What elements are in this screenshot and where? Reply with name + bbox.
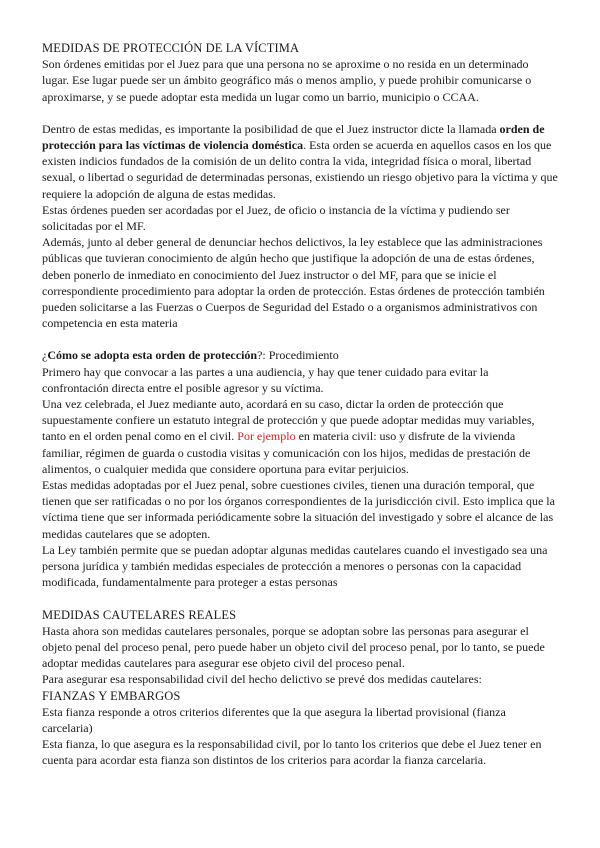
text-run: Una vez celebrada, el Juez mediante auto, acordará en su caso, dictar la orden de protección que supuestamente confiere un estatuto integral de protección y que puede adoptar medidas muy variables, tanto en el orden penal como en el civil. <box>42 397 535 444</box>
paragraph-two-measures: Para asegurar esa responsabilidad civil del hecho delictivo se prevé dos medidas cautelares: <box>42 672 482 687</box>
text-run: . Esta orden se acuerda en aquellos casos en los que existen indicios fundados de la comisión de un delito contra la vida, integridad física o moral, libertad sexual, o libertad o seguridad de determinadas personas, existiendo un riesgo objetivo para la víctima y que requiere la adopción de alguna de estas medidas. <box>42 138 558 201</box>
paragraph-gap <box>42 105 558 121</box>
paragraph-protection-orders: Son órdenes emitidas por el Juez para que una persona no se aproxime o no resida en un determinado lugar. Ese lugar puede ser un ámbito geográfico más o menos amplio, y puede prohibir comunicarse o aproximarse, y se puede adoptar esta medida un lugar como un barrio, municipio o CCAA. <box>42 57 532 104</box>
section-question-procedure <box>42 347 558 363</box>
paragraph-personal-vs-real: Hasta ahora son medidas cautelares personales, porque se adoptan sobre las personas para asegurar el objeto penal del proceso penal, pero puede haber un objeto civil del proceso penal, por lo tanto, se puede adoptar medidas cautelares para asegurar ese objeto civil del proceso penal. <box>42 623 545 671</box>
subheading-fianzas-embargos: FIANZAS Y EMBARGOS <box>42 688 181 703</box>
section-heading-victim-protection: MEDIDAS DE PROTECCIÓN DE LA VÍCTIMA <box>42 41 300 55</box>
bold-text-run: Cómo se adopta esta orden de protección <box>47 348 258 363</box>
highlighted-text-run: Por ejemplo <box>237 429 296 444</box>
paragraph-fianza-civil: Esta fianza, lo que asegura es la responsabilidad civil, por lo tanto los criterios que debe el Juez tener en cuenta para acordar esta fianza son distintos de los criterios para acordar la fianza carcelaria. <box>42 737 542 768</box>
paragraph-fianza-criteria: Esta fianza responde a otros criterios diferentes que la que asegura la libertad provisional (fianza carcelaria) <box>42 704 506 735</box>
bold-text-run: orden de protección para las víctimas de violencia doméstica <box>42 121 545 153</box>
document-page <box>42 40 558 769</box>
paragraph-gap <box>42 331 558 347</box>
paragraph-legal-persons: La Ley también permite que se puedan adoptar algunas medidas cautelares cuando el investigado sea una persona jurídica y también medidas especiales de protección a menores o personas con la capacidad modificada, fundamentalmente para proteger a estas personas <box>42 542 548 590</box>
paragraph-civil-measures-duration: Estas medidas adoptadas por el Juez penal, sobre cuestiones civiles, tienen una duración temporal, que tienen que ser ratificadas o no por los órganos correspondientes de la jurisdicción civil. Esto implica que la víctima tiene que ser informada periódicamente sobre la situación del investigado y sobre el alcance de las medidas cautelares que se adopten. <box>42 478 555 541</box>
paragraph-gap <box>42 591 558 607</box>
paragraph-judge-auto <box>42 396 558 477</box>
paragraph-who-orders: Estas órdenes pueden ser acordadas por el Juez, de oficio o instancia de la víctima y pudiendo ser solicitadas por el MF. <box>42 202 510 234</box>
paragraph-protection-order-domestic <box>42 121 558 202</box>
paragraph-hearing: Primero hay que convocar a las partes a una audiencia, y hay que tener cuidado para evitar la confrontación directa entre el posible agresor y su víctima. <box>42 364 489 395</box>
paragraph-public-admin-duty: Además, junto al deber general de denunciar hechos delictivos, la ley establece que las administraciones públicas que tuvieran conocimiento de algún hecho que justifique la adopción de una de estas órdenes, deben ponerlo de inmediato en conocimiento del Juez instructor o del MF, para que se inicie el correspondiente procedimiento para adoptar la orden de protección. Estas órdenes de protección también pueden solicitarse a las Fuerzas o Cuerpos de Seguridad del Estado o a organismos administrativos con competencia en esta materia <box>42 235 545 331</box>
text-run: en materia civil: uso y disfrute de la vivienda familiar, régimen de guarda o custodia visitas y comunicación con los hijos, medidas de prestación de alimentos, o cualquier medida que considere oportuna para evitar perjuicios. <box>42 429 531 476</box>
text-run: ¿ <box>42 348 48 363</box>
text-run: ?: Procedimiento <box>257 348 339 363</box>
text-run: Dentro de estas medidas, es importante la posibilidad de que el Juez instructor dicte la llamada <box>42 121 500 136</box>
section-heading-real-measures: MEDIDAS CAUTELARES REALES <box>42 607 237 622</box>
